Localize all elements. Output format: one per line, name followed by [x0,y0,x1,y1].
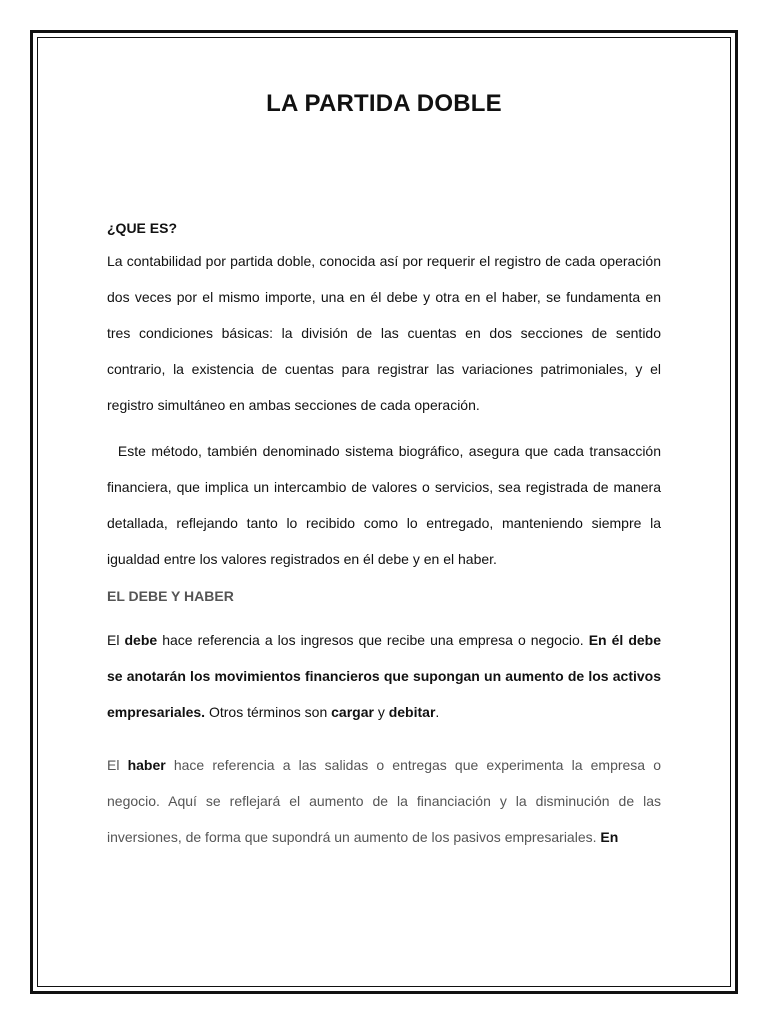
section-heading-que-es: ¿QUE ES? [107,220,178,236]
paragraph-method: Este método, también denominado sistema biográfico, asegura que cada transacción financiera, que implica un intercambio de valores o servicios, sea registrada de manera detallada, reflejando tanto lo recibido como lo entregado, manteniendo siempre la igualdad entre los valores registrados en él debe y en el haber. [107,443,661,567]
bold-sentence: En él debe se anotarán los movimientos financieros que supongan un aumento de los activos empresariales. [107,632,662,720]
paragraph-haber [107,747,661,855]
paragraph-debe [107,622,661,730]
text-run: hace referencia a las salidas o entregas que experimenta la empresa o negocio. Aquí se reflejará el aumento de la financiación y la disminución de las inversiones, de forma que supondrá un aumento de los pasivos empresariales. [107,757,662,845]
bold-term-debitar: debitar [388,704,436,720]
text-run: y [373,704,389,720]
bold-term-haber: haber [127,757,166,773]
document-body [107,90,661,855]
paragraph-definition: La contabilidad por partida doble, conocida así por requerir el registro de cada operación dos veces por el mismo importe, una en él debe y otra en el haber, se fundamenta en tres condiciones básicas: la división de las cuentas en dos secciones de sentido contrario, la existencia de cuentas para registrar las variaciones patrimoniales, y el registro simultáneo en ambas secciones de cada operación. [107,253,661,413]
text-run: hace referencia a los ingresos que recibe una empresa o negocio. [157,632,589,648]
bold-term-cargar: cargar [331,704,374,720]
text-run: El [107,632,125,648]
text-run: . [435,704,440,720]
document-title: LA PARTIDA DOBLE [266,90,502,117]
bold-text-continued: En [600,829,619,845]
text-run: El [107,757,128,773]
text-run: Otros términos son [205,704,332,720]
bold-term-debe: debe [124,632,158,648]
section-heading-debe-haber: EL DEBE Y HABER [107,588,234,604]
